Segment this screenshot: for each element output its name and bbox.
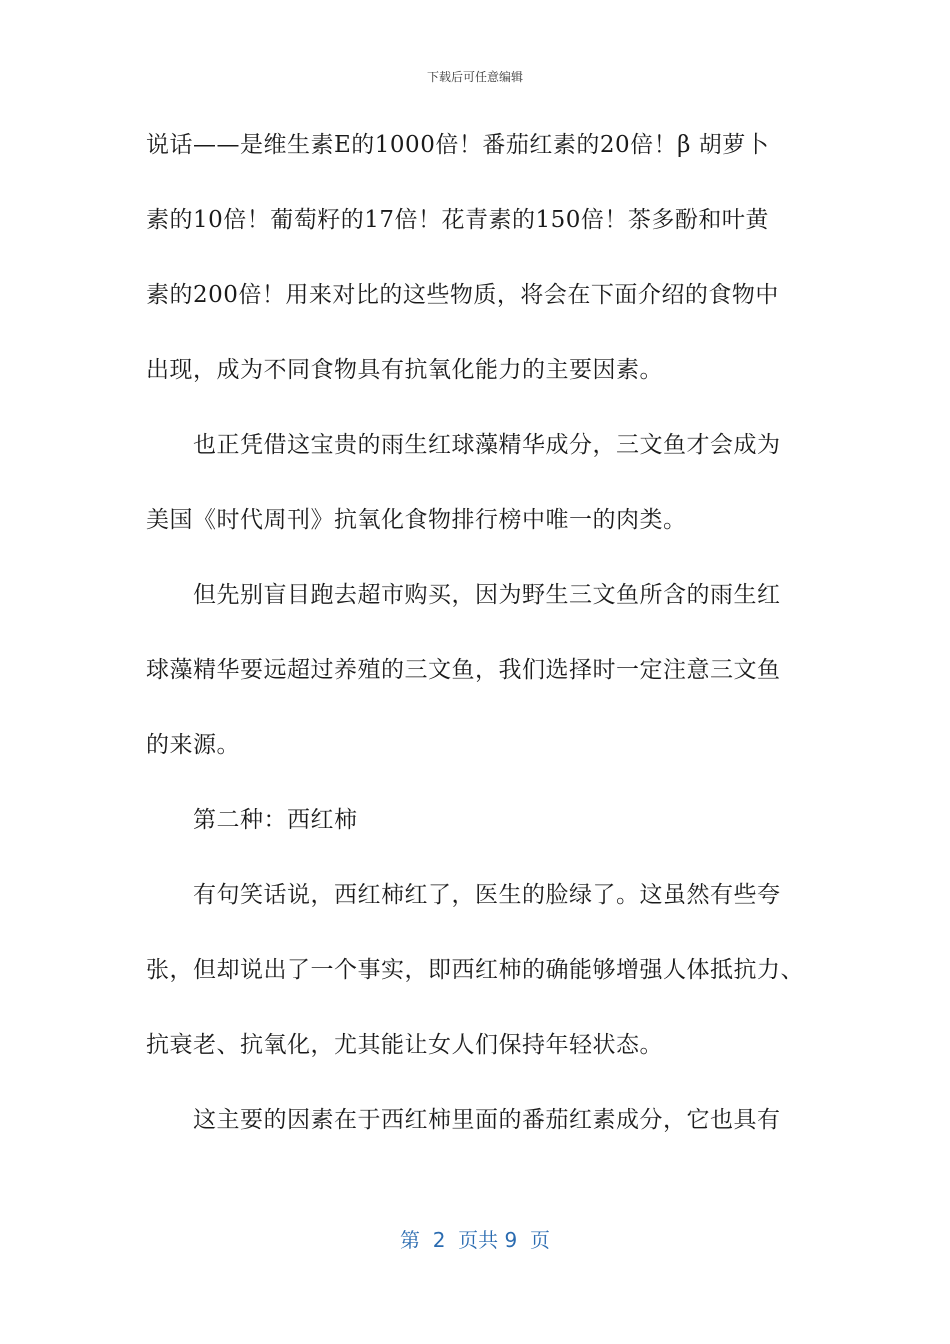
page-number-footer: 第 2 页共 9 页	[400, 1228, 550, 1252]
document-body	[146, 118, 804, 1168]
text-line: 这主要的因素在于西红柿里面的番茄红素成分，它也具有	[193, 1107, 781, 1133]
text-line: 抗衰老、抗氧化，尤其能让女人们保持年轻状态。	[146, 1032, 663, 1058]
section-heading: 第二种：西红柿	[193, 807, 358, 833]
text-line: 说话——是维生素E的1000倍！番茄红素的20倍！β 胡萝卜	[146, 132, 770, 158]
text-line: 球藻精华要远超过养殖的三文鱼，我们选择时一定注意三文鱼	[146, 657, 781, 683]
page-header: 下载后可任意编辑	[426, 70, 523, 84]
text-line: 也正凭借这宝贵的雨生红球藻精华成分，三文鱼才会成为	[193, 432, 781, 458]
text-line: 的来源。	[146, 732, 240, 758]
text-line: 张，但却说出了一个事实，即西红柿的确能够增强人体抵抗力、	[146, 957, 804, 983]
text-line: 但先别盲目跑去超市购买，因为野生三文鱼所含的雨生红	[193, 582, 781, 608]
text-line: 出现，成为不同食物具有抗氧化能力的主要因素。	[146, 357, 663, 383]
text-line: 美国《时代周刊》抗氧化食物排行榜中唯一的肉类。	[146, 507, 687, 533]
text-line: 素的200倍！用来对比的这些物质，将会在下面介绍的食物中	[146, 282, 779, 308]
text-line: 素的10倍！葡萄籽的17倍！花青素的150倍！茶多酚和叶黄	[146, 207, 769, 233]
text-line: 有句笑话说，西红柿红了，医生的脸绿了。这虽然有些夸	[193, 882, 781, 908]
